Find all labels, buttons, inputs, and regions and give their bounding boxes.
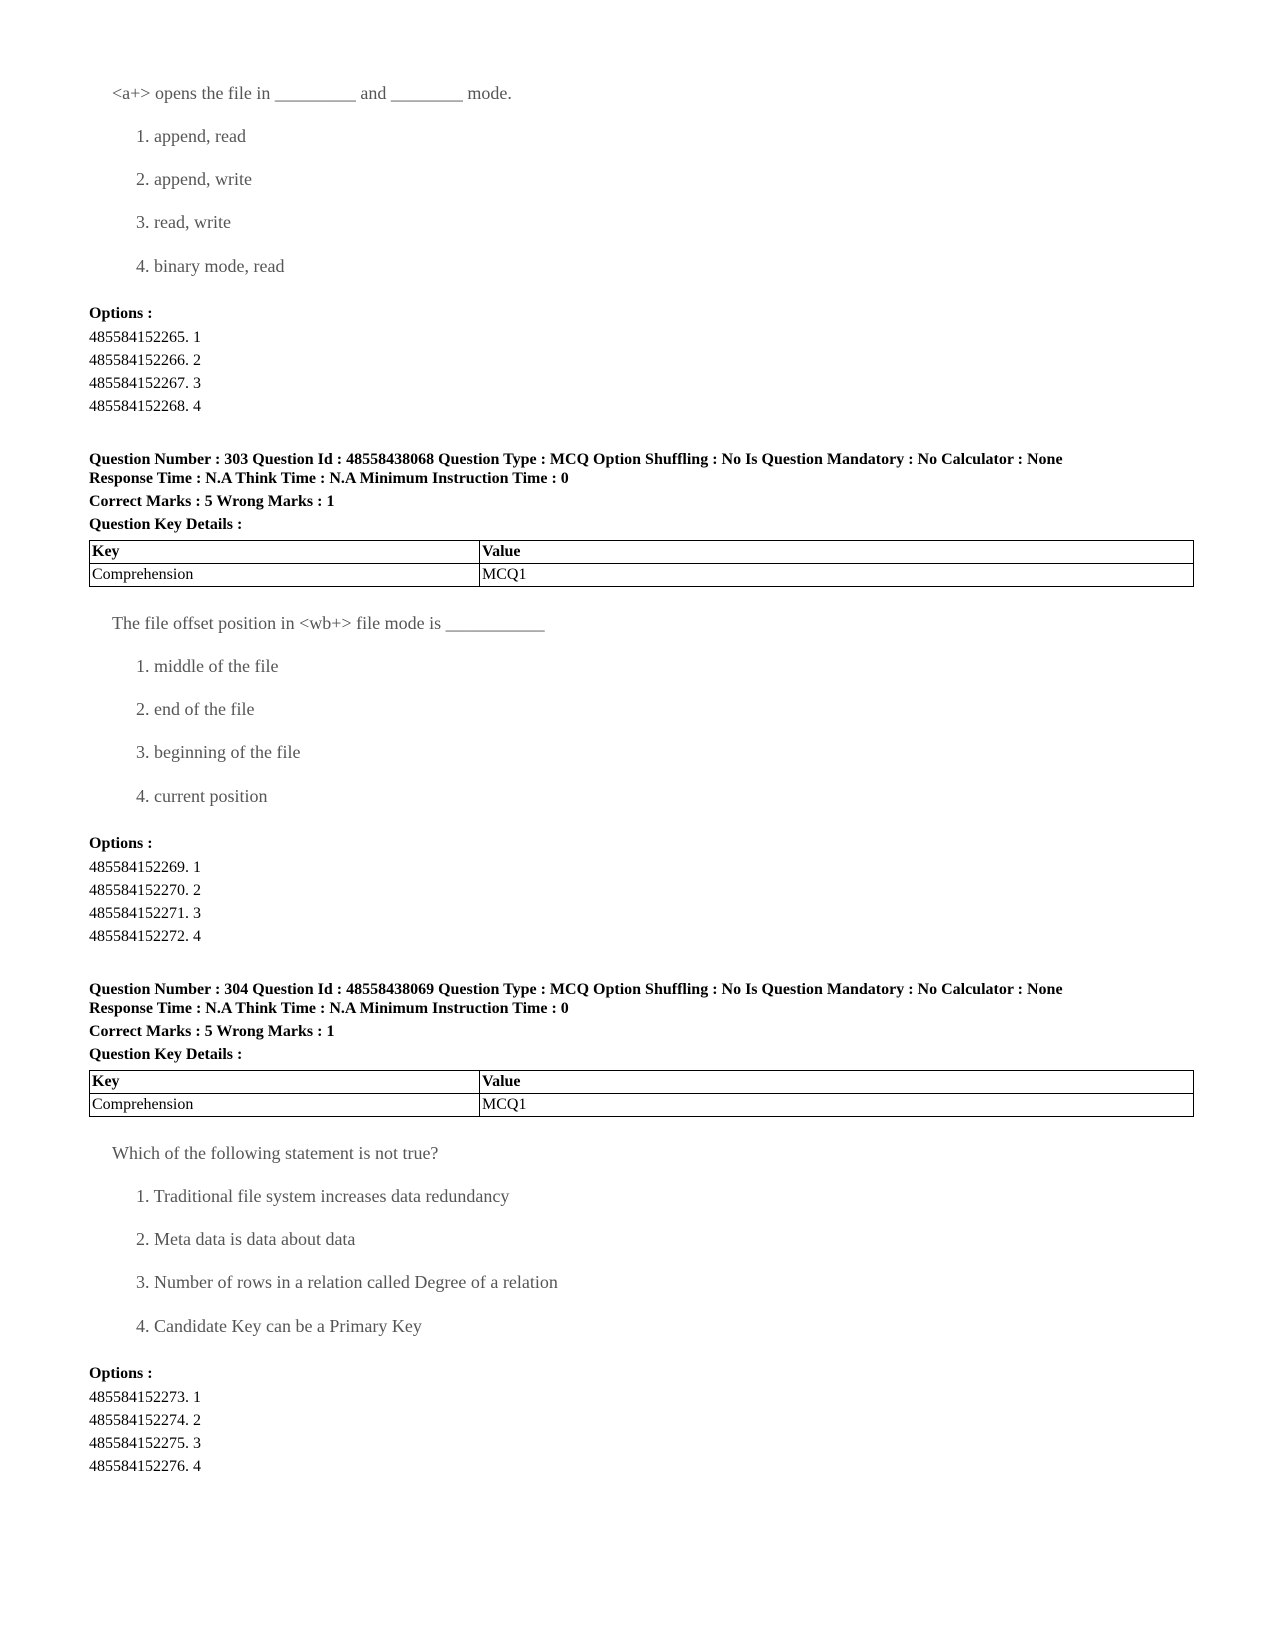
question-choice-3: 3. Number of rows in a relation called Degree of a relation: [136, 1272, 558, 1292]
option-line: 485584152269. 1: [89, 859, 201, 876]
option-line: 485584152266. 2: [89, 352, 201, 369]
question-meta-line: Question Number : 303 Question Id : 48558438068 Question Type : MCQ Option Shuffling : No Is Question Mandatory : No Calculator : None: [89, 451, 1063, 468]
question-choice-4: 4. current position: [136, 786, 268, 806]
question-key-table: [89, 1070, 1194, 1117]
question-stem: Which of the following statement is not true?: [112, 1143, 439, 1163]
option-line: 485584152265. 1: [89, 329, 201, 346]
question-stem: The file offset position in <wb+> file mode is ___________: [112, 613, 545, 633]
options-label: Options :: [89, 305, 153, 322]
table-header-key: Key: [90, 1071, 480, 1094]
question-key-details-label: Question Key Details :: [89, 1046, 243, 1063]
question-choice-1: 1. append, read: [136, 126, 246, 146]
question-choice-2: 2. end of the file: [136, 699, 255, 719]
table-cell-value: MCQ1: [480, 1094, 1194, 1117]
question-image-302: [112, 82, 512, 277]
question-choice-4: 4. binary mode, read: [136, 256, 285, 276]
table-header-value: Value: [480, 541, 1194, 564]
question-choice-2: 2. append, write: [136, 169, 252, 189]
table-header-key: Key: [90, 541, 480, 564]
table-header-row: [90, 541, 1194, 564]
question-choice-2: 2. Meta data is data about data: [136, 1229, 356, 1249]
option-line: 485584152271. 3: [89, 905, 201, 922]
question-choice-3: 3. read, write: [136, 212, 231, 232]
option-line: 485584152273. 1: [89, 1389, 201, 1406]
question-meta-line: Question Number : 304 Question Id : 48558438069 Question Type : MCQ Option Shuffling : No Is Question Mandatory : No Calculator : None: [89, 981, 1063, 998]
option-line: 485584152274. 2: [89, 1412, 201, 1429]
question-choice-1: 1. Traditional file system increases data redundancy: [136, 1186, 510, 1206]
table-row: [90, 564, 1194, 587]
question-marks: Correct Marks : 5 Wrong Marks : 1: [89, 493, 335, 510]
options-label: Options :: [89, 1365, 153, 1382]
table-cell-key: Comprehension: [90, 564, 480, 587]
question-choice-4: 4. Candidate Key can be a Primary Key: [136, 1316, 422, 1336]
question-meta-line: Response Time : N.A Think Time : N.A Minimum Instruction Time : 0: [89, 470, 569, 487]
options-label: Options :: [89, 835, 153, 852]
table-header-value: Value: [480, 1071, 1194, 1094]
question-key-details-label: Question Key Details :: [89, 516, 243, 533]
question-stem: <a+> opens the file in _________ and ________ mode.: [112, 83, 512, 103]
option-line: 485584152272. 4: [89, 928, 201, 945]
option-line: 485584152270. 2: [89, 882, 201, 899]
question-meta-line: Response Time : N.A Think Time : N.A Minimum Instruction Time : 0: [89, 1000, 569, 1017]
option-line: 485584152275. 3: [89, 1435, 201, 1452]
question-key-table: [89, 540, 1194, 587]
option-line: 485584152276. 4: [89, 1458, 201, 1475]
question-image-303: [112, 612, 545, 807]
table-row: [90, 1094, 1194, 1117]
question-marks: Correct Marks : 5 Wrong Marks : 1: [89, 1023, 335, 1040]
question-choice-3: 3. beginning of the file: [136, 742, 301, 762]
table-cell-key: Comprehension: [90, 1094, 480, 1117]
question-image-304: [112, 1142, 558, 1337]
table-cell-value: MCQ1: [480, 564, 1194, 587]
table-header-row: [90, 1071, 1194, 1094]
option-line: 485584152268. 4: [89, 398, 201, 415]
question-choice-1: 1. middle of the file: [136, 656, 279, 676]
option-line: 485584152267. 3: [89, 375, 201, 392]
